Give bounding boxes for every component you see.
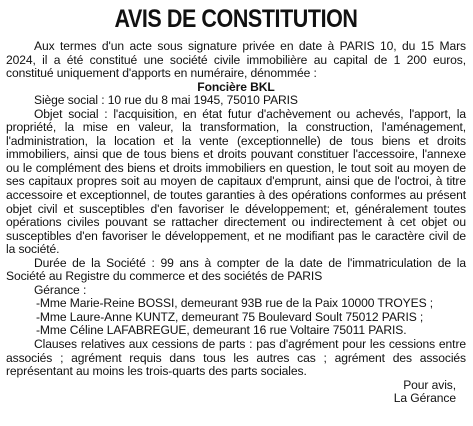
company-duration: Durée de la Société : 99 ans à compter de la date de l'immatriculation de la Société au Registre du commerce et des sociétés de PARIS: [6, 255, 466, 284]
notice-title: AVIS DE CONSTITUTION: [114, 5, 358, 33]
company-name: Foncière BKL: [197, 79, 275, 94]
registered-office: Siège social : 10 rue du 8 mai 1945, 75010 PARIS: [34, 93, 298, 108]
signoff-line: Pour avis,: [403, 377, 456, 392]
company-purpose: Objet social : l'acquisition, en état futur d'achèvement ou achevés, l'apport, la propriété, la mise en valeur, la transformation, la construction, l'aménagement, l'administration, la location et la vente (exceptionnelle) de tous biens et droits immobiliers, ainsi que de tous biens et droits pouvant constituer l'accessoire, l'annexe ou le complément des biens et droits immobiliers en question, le tout soit au moyen de ses capitaux propres soit au moyen de capitaux d'emprunt, ainsi que de l'octroi, à titre accessoire et exceptionnel, de toutes garanties à des opérations conformes au présent objet civil et susceptibles d'en favoriser le développement; et, généralement toutes opérations civiles pouvant se rattacher directement ou indirectement à cet objet ou susceptibles d'en favoriser le développement, et ne modifiant pas le caractère civil de la société.: [6, 106, 466, 257]
notice-intro: Aux termes d'un acte sous signature privée en date à PARIS 10, du 15 Mars 2024, il a été constitué une société civile immobilière au capital de 1 200 euros, constitué uniquement d'apports en numéraire, dénommée :: [6, 39, 466, 81]
manager-item: -Mme Marie-Reine BOSSI, demeurant 93B rue de la Paix 10000 TROYES ;: [36, 296, 434, 311]
share-transfer-clause: Clauses relatives aux cessions de parts : pas d'agrément pour les cessions entre associés ; agrément requis dans tous les autres cas ; agrément des associés représentant au moins les trois-quarts des parts sociales.: [6, 337, 466, 379]
legal-notice: [6, 4, 466, 406]
signoff-signature: La Gérance: [393, 391, 456, 406]
manager-item: -Mme Céline LAFABREGUE, demeurant 16 rue Voltaire 75011 PARIS.: [36, 323, 407, 338]
manager-item: -Mme Laure-Anne KUNTZ, demeurant 75 Boulevard Soult 75012 PARIS ;: [36, 309, 424, 324]
management-heading: Gérance :: [34, 282, 87, 297]
